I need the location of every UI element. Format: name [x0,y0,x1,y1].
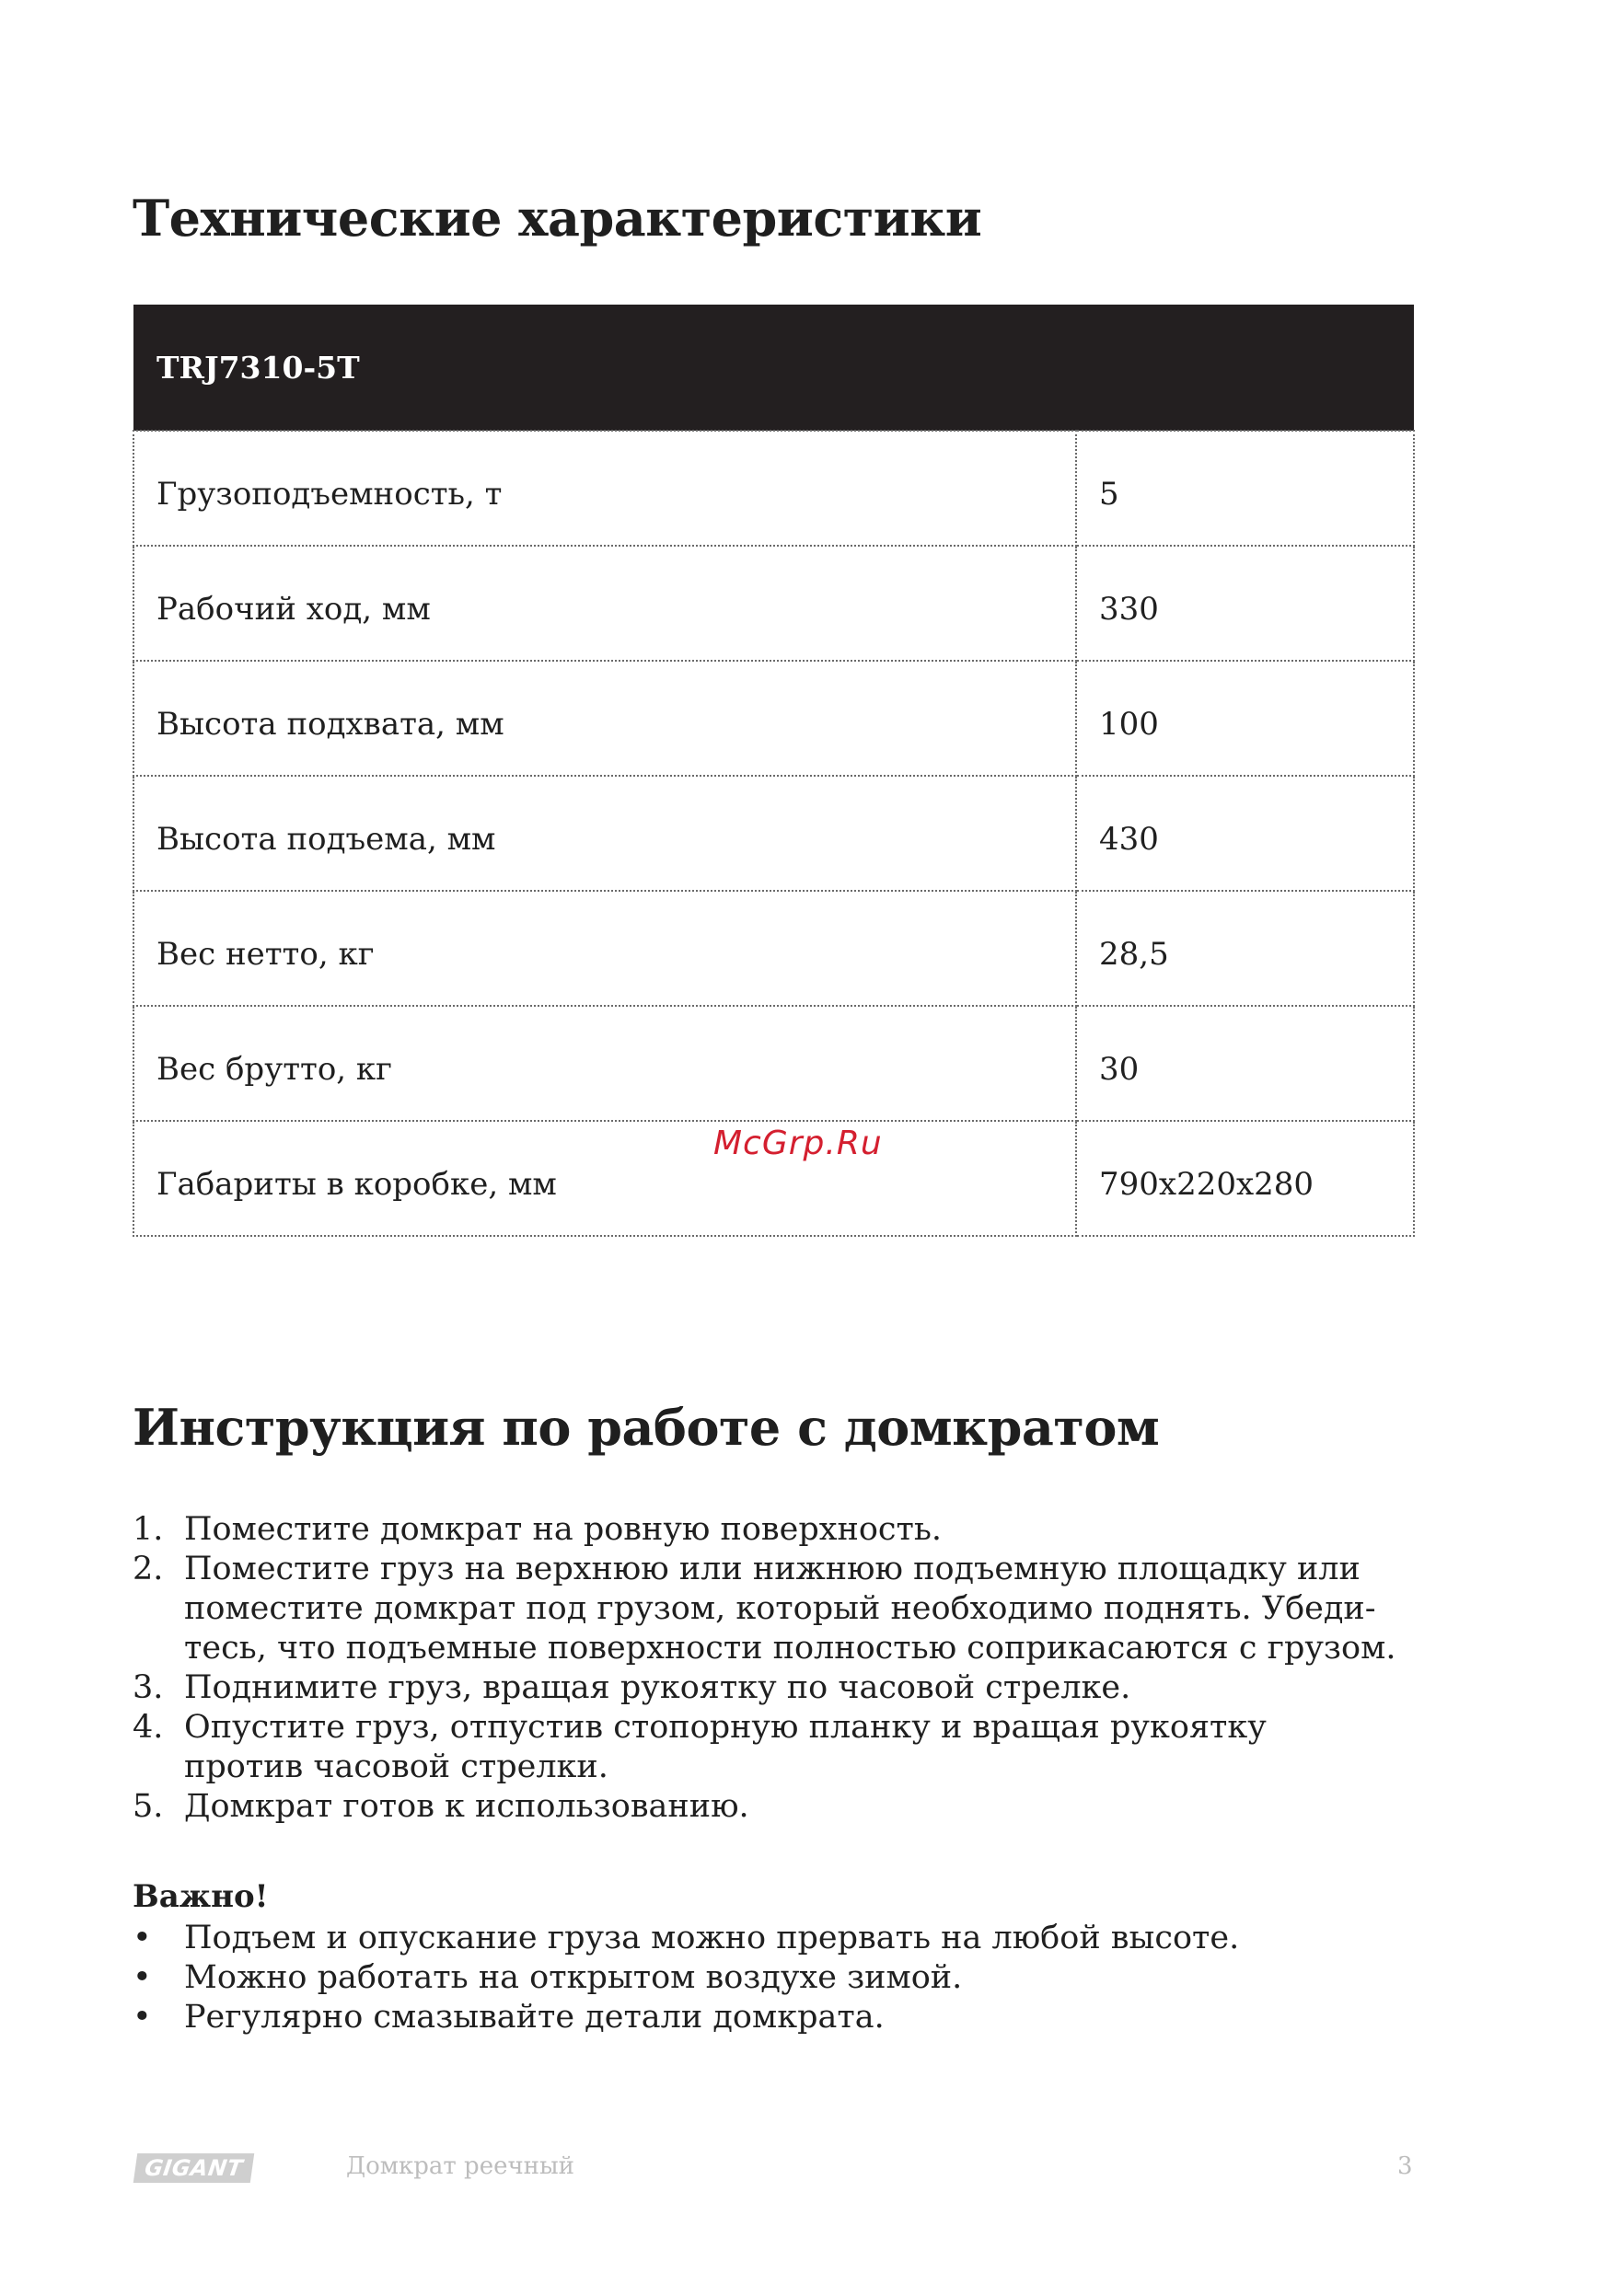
table-row [133,1006,1414,1121]
note-text: Можно работать на открытом воздухе зимой. [184,1959,963,1996]
list-item [133,1919,1430,1958]
spec-label: Габариты в коробке, мм [133,1121,1076,1236]
instruction-steps [133,1510,1430,1827]
table-row [133,661,1414,776]
note-text: Подъем и опускание груза можно прервать на любой высоте. [184,1920,1240,1956]
table-row [133,546,1414,661]
bullet: • [133,1959,152,1996]
step-text-line: Поместите груз на верхнюю или нижнюю подъемную площадку или [184,1551,1361,1587]
spec-value: 30 [1076,1006,1414,1121]
spec-value: 100 [1076,661,1414,776]
step-number: 3. [133,1669,164,1706]
spec-label: Грузоподъемность, т [133,431,1076,546]
page-number: 3 [1397,2152,1413,2180]
spec-value: 430 [1076,776,1414,891]
spec-value: 330 [1076,546,1414,661]
step-number: 4. [133,1709,164,1746]
spec-table [133,305,1415,1237]
spec-value: 28,5 [1076,891,1414,1006]
list-item [133,1550,1430,1668]
list-item [133,1958,1430,1998]
step-number: 5. [133,1788,164,1825]
table-row [133,776,1414,891]
spec-label: Высота подхвата, мм [133,661,1076,776]
list-item [133,1668,1430,1708]
step-text-line: Опустите груз, отпустив стопорную планку и вращая рукоятку [184,1709,1267,1746]
footer-doc-title: Домкрат реечный [346,2152,575,2180]
spec-value: 5 [1076,431,1414,546]
spec-title: Технические характеристики [133,189,982,248]
bullet: • [133,1920,152,1956]
bullet: • [133,1999,152,2036]
step-text-line: Домкрат готов к использованию. [184,1788,749,1825]
list-item [133,1708,1430,1787]
model-name: TRJ7310-5T [133,305,1414,431]
spec-label: Вес брутто, кг [133,1006,1076,1121]
spec-label: Вес нетто, кг [133,891,1076,1006]
brand-logo: GIGANT [133,2153,254,2183]
spec-label: Рабочий ход, мм [133,546,1076,661]
note-text: Регулярно смазывайте детали домкрата. [184,1999,885,2036]
instructions-title: Инструкция по работе с домкратом [133,1398,1160,1457]
list-item [133,1510,1430,1550]
list-item [133,1998,1430,2037]
important-label: Важно! [133,1878,269,1915]
spec-label: Высота подъема, мм [133,776,1076,891]
spec-value: 790х220х280 [1076,1121,1414,1236]
step-text-line: Поднимите груз, вращая рукоятку по часовой стрелке. [184,1669,1131,1706]
table-row [133,431,1414,546]
step-number: 1. [133,1511,164,1548]
table-row [133,891,1414,1006]
list-item [133,1787,1430,1827]
step-text-line: против часовой стрелки. [184,1748,608,1785]
spec-table-body [133,431,1414,1236]
watermark: McGrp.Ru [713,1125,883,1162]
step-text-line: поместите домкрат под грузом, который необходимо поднять. Убеди- [184,1590,1376,1627]
important-notes [133,1919,1430,2037]
step-text-line: тесь, что подъемные поверхности полностью соприкасаются с грузом. [184,1630,1396,1667]
step-number: 2. [133,1551,164,1587]
step-text-line: Поместите домкрат на ровную поверхность. [184,1511,943,1548]
spec-table-header [133,305,1414,431]
